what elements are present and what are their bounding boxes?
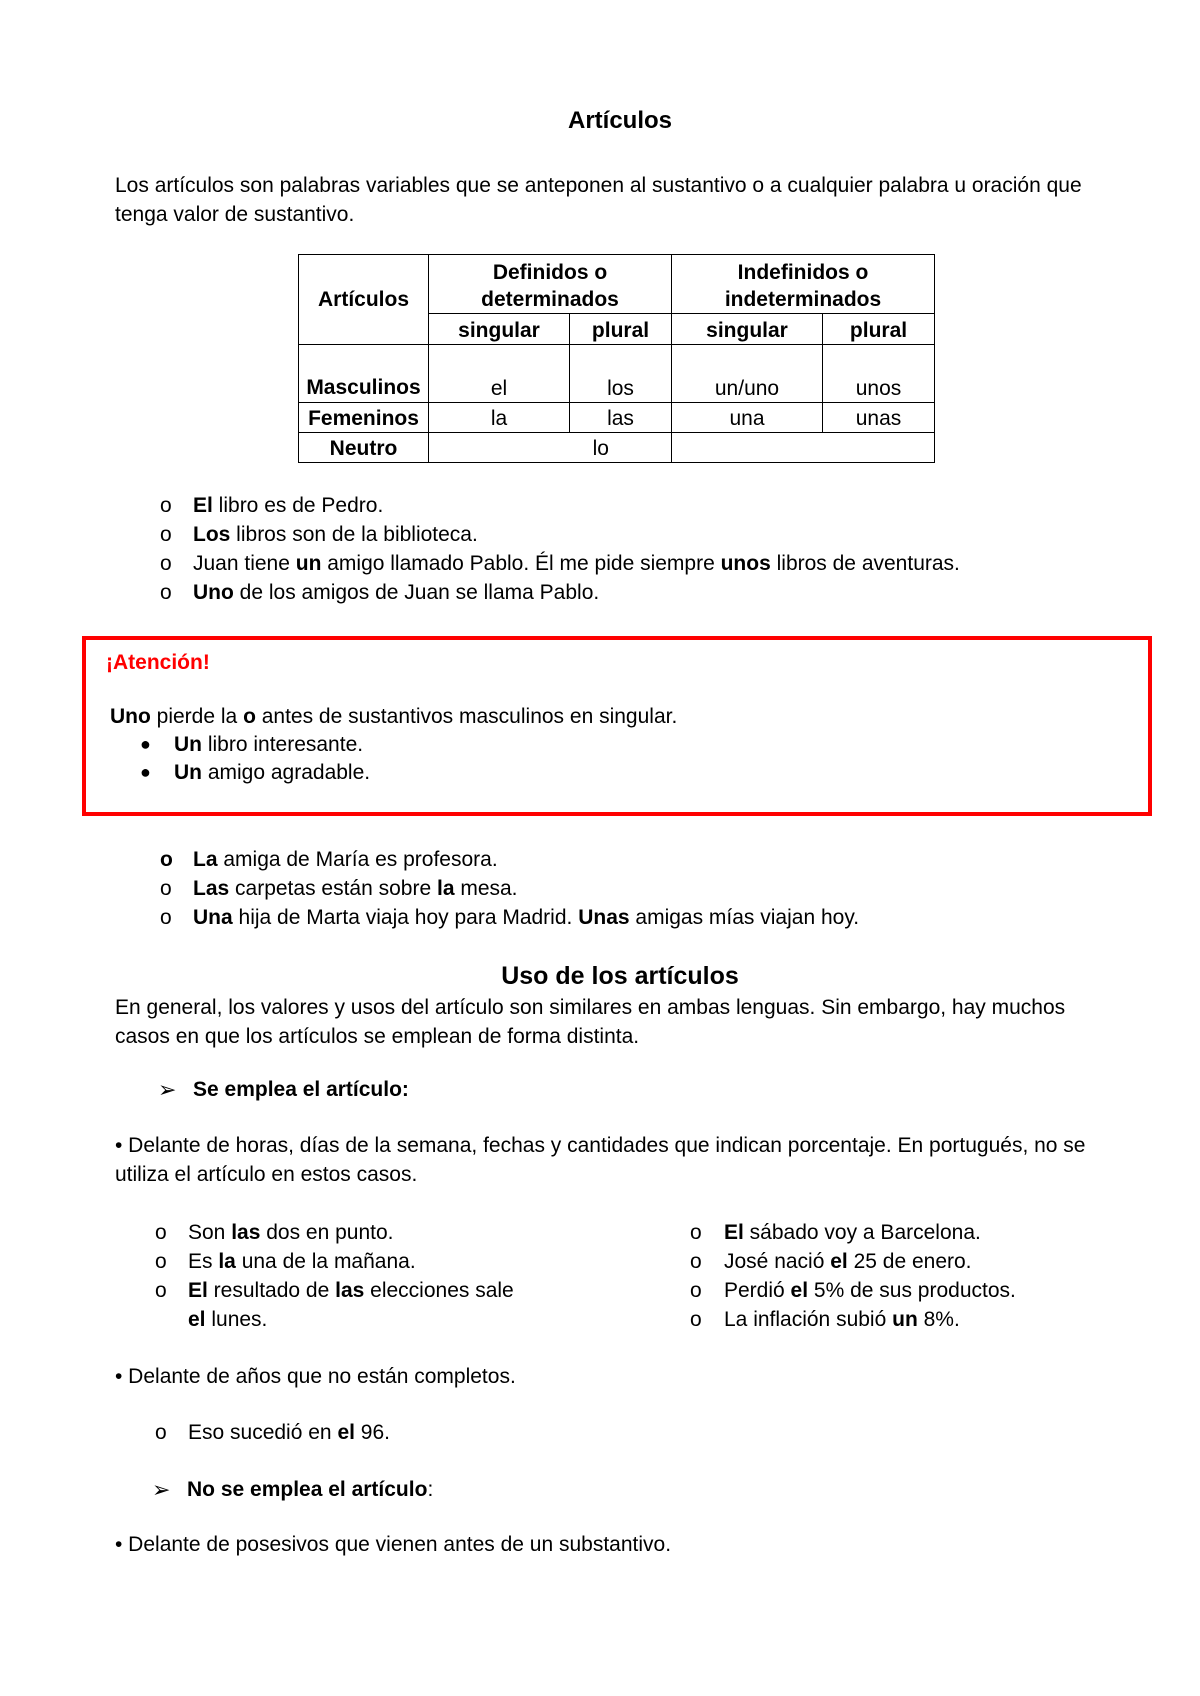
bullet-o-icon: o xyxy=(155,1221,167,1244)
row-label-neutro: Neutro xyxy=(299,433,429,463)
item-text: Es xyxy=(188,1250,219,1273)
row-label-femeninos: Femeninos xyxy=(299,403,429,433)
bullet-dot-icon: ● xyxy=(140,762,151,782)
bold-article: la xyxy=(436,877,455,900)
table-cell: unos xyxy=(823,345,935,403)
table-cell: una xyxy=(672,403,823,433)
item-text: amigas mías viajan hoy. xyxy=(629,906,860,929)
item-text: amiga de María es profesora. xyxy=(217,848,498,871)
item-text: libros de aventuras. xyxy=(770,552,960,575)
bold-article: el xyxy=(830,1250,848,1273)
bold-article: Uno xyxy=(193,581,234,604)
bold-article: unos xyxy=(720,552,771,575)
rule-text: pierde la xyxy=(150,705,244,728)
sub-header: singular xyxy=(429,314,570,345)
arrow-right-icon: ➢ xyxy=(152,1477,171,1502)
item-text: amigo agradable. xyxy=(202,761,371,784)
item-text: La inflación subió xyxy=(724,1308,893,1331)
bold-article: un xyxy=(295,552,322,575)
item-text: 5% de sus productos. xyxy=(808,1279,1016,1302)
intro-paragraph: Los artículos son palabras variables que se anteponen al sustantivo o a cualquier palabra u oración que tenga valor de sustantivo. xyxy=(115,174,1082,226)
table-cell: un/uno xyxy=(672,345,823,403)
table-cell: la xyxy=(429,403,570,433)
bullet-o-icon: o xyxy=(160,581,172,604)
item-text: elecciones sale xyxy=(364,1279,514,1302)
table-cell: los xyxy=(570,345,672,403)
bullet-o-icon: o xyxy=(160,523,172,546)
item-text: resultado de xyxy=(207,1279,336,1302)
bold-article: Un xyxy=(174,761,202,784)
item-text: Son xyxy=(188,1221,232,1244)
item-text: libro es de Pedro. xyxy=(212,494,384,517)
bold-article: Una xyxy=(193,906,233,929)
item-text: de los amigos de Juan se llama Pablo. xyxy=(233,581,600,604)
sub-header: plural xyxy=(570,314,672,345)
item-text: sábado voy a Barcelona. xyxy=(743,1221,981,1244)
item-text: amigo llamado Pablo. Él me pide siempre xyxy=(321,552,721,575)
item-text: libros son de la biblioteca. xyxy=(230,523,478,546)
bullet-o-icon: o xyxy=(690,1221,702,1244)
item-text: 96. xyxy=(354,1421,390,1444)
point-1: • Delante de horas, días de la semana, fechas y cantidades que indican porcentaje. En portugués, no se utiliza el artículo en estos casos. xyxy=(115,1134,1086,1186)
item-text: Juan tiene xyxy=(193,552,296,575)
item-text: Perdió xyxy=(724,1279,791,1302)
bullet-o-icon: o xyxy=(155,1279,167,1302)
bullet-dot-icon: ● xyxy=(140,734,151,754)
bullet-o-icon: o xyxy=(160,877,172,900)
section-intro: En general, los valores y usos del artículo son similares en ambas lenguas. Sin embargo, hay muchos casos en que los artículos se emplean de forma distinta. xyxy=(115,996,1066,1048)
heading-colon: : xyxy=(427,1478,434,1501)
item-text: José nació xyxy=(724,1250,831,1273)
bold-article: Las xyxy=(193,877,230,900)
bullet-o-icon: o xyxy=(690,1279,702,1302)
bold-word: o xyxy=(243,705,256,728)
item-text: dos en punto. xyxy=(260,1221,394,1244)
bold-article: las xyxy=(231,1221,261,1244)
heading-text: No se emplea el artículo xyxy=(187,1478,428,1501)
bullet-o-icon: o xyxy=(160,552,172,575)
item-text: lunes. xyxy=(205,1308,268,1331)
bold-article: Los xyxy=(193,523,231,546)
bullet-o-icon: o xyxy=(160,906,172,929)
bold-article: la xyxy=(218,1250,236,1273)
table-cell: el xyxy=(429,345,570,403)
page-title: Artículos xyxy=(567,107,672,134)
bold-article: La xyxy=(193,848,218,871)
table-corner: Artículos xyxy=(299,255,429,345)
bold-article: el xyxy=(337,1421,355,1444)
bold-article: El xyxy=(724,1221,744,1244)
bold-article: El xyxy=(193,494,213,517)
sub-header: singular xyxy=(672,314,823,345)
bullet-o-icon: o xyxy=(690,1250,702,1273)
item-text: 25 de enero. xyxy=(847,1250,972,1273)
articles-table xyxy=(298,254,935,463)
attention-rule xyxy=(110,702,677,731)
header-indefinidos: Indefinidos o indeterminados xyxy=(672,255,935,314)
section-title: Uso de los artículos xyxy=(501,962,739,990)
bullet-o-icon: o xyxy=(690,1308,702,1331)
row-label-masculinos: Masculinos xyxy=(299,345,429,403)
rule-text: antes de sustantivos masculinos en singular. xyxy=(255,705,678,728)
sub-header: plural xyxy=(823,314,935,345)
bold-article: las xyxy=(335,1279,365,1302)
item-text: 8%. xyxy=(917,1308,960,1331)
item-text: carpetas están sobre xyxy=(229,877,437,900)
item-text: mesa. xyxy=(454,877,518,900)
bold-article: un xyxy=(892,1308,918,1331)
table-cell: lo xyxy=(429,433,672,463)
bullet-o-icon: o xyxy=(160,494,172,517)
item-text: Eso sucedió en xyxy=(188,1421,338,1444)
table-cell: unas xyxy=(823,403,935,433)
item-text: hija de Marta viaja hoy para Madrid. xyxy=(232,906,579,929)
attention-box xyxy=(82,636,1152,816)
bullet-o-icon: o xyxy=(155,1250,167,1273)
attention-title: ¡Atención! xyxy=(106,651,210,674)
point-2: • Delante de años que no están completos. xyxy=(115,1365,516,1388)
table-cell-empty xyxy=(672,433,935,463)
table-cell: las xyxy=(570,403,672,433)
heading-text: Se emplea el artículo: xyxy=(193,1078,409,1101)
header-definidos: Definidos o determinados xyxy=(429,255,672,314)
item-text: una de la mañana. xyxy=(235,1250,416,1273)
item-text: libro interesante. xyxy=(202,733,364,756)
bullet-o-icon: o xyxy=(160,848,173,871)
bold-article: Unas xyxy=(578,906,630,929)
point-3: • Delante de posesivos que vienen antes de un substantivo. xyxy=(115,1533,672,1556)
bold-word: Uno xyxy=(110,705,151,728)
bold-article: El xyxy=(188,1279,208,1302)
bold-article: el xyxy=(188,1308,206,1331)
bold-article: el xyxy=(790,1279,809,1302)
bullet-o-icon: o xyxy=(155,1421,167,1444)
bold-article: Un xyxy=(174,733,202,756)
arrow-right-icon: ➢ xyxy=(158,1077,177,1102)
